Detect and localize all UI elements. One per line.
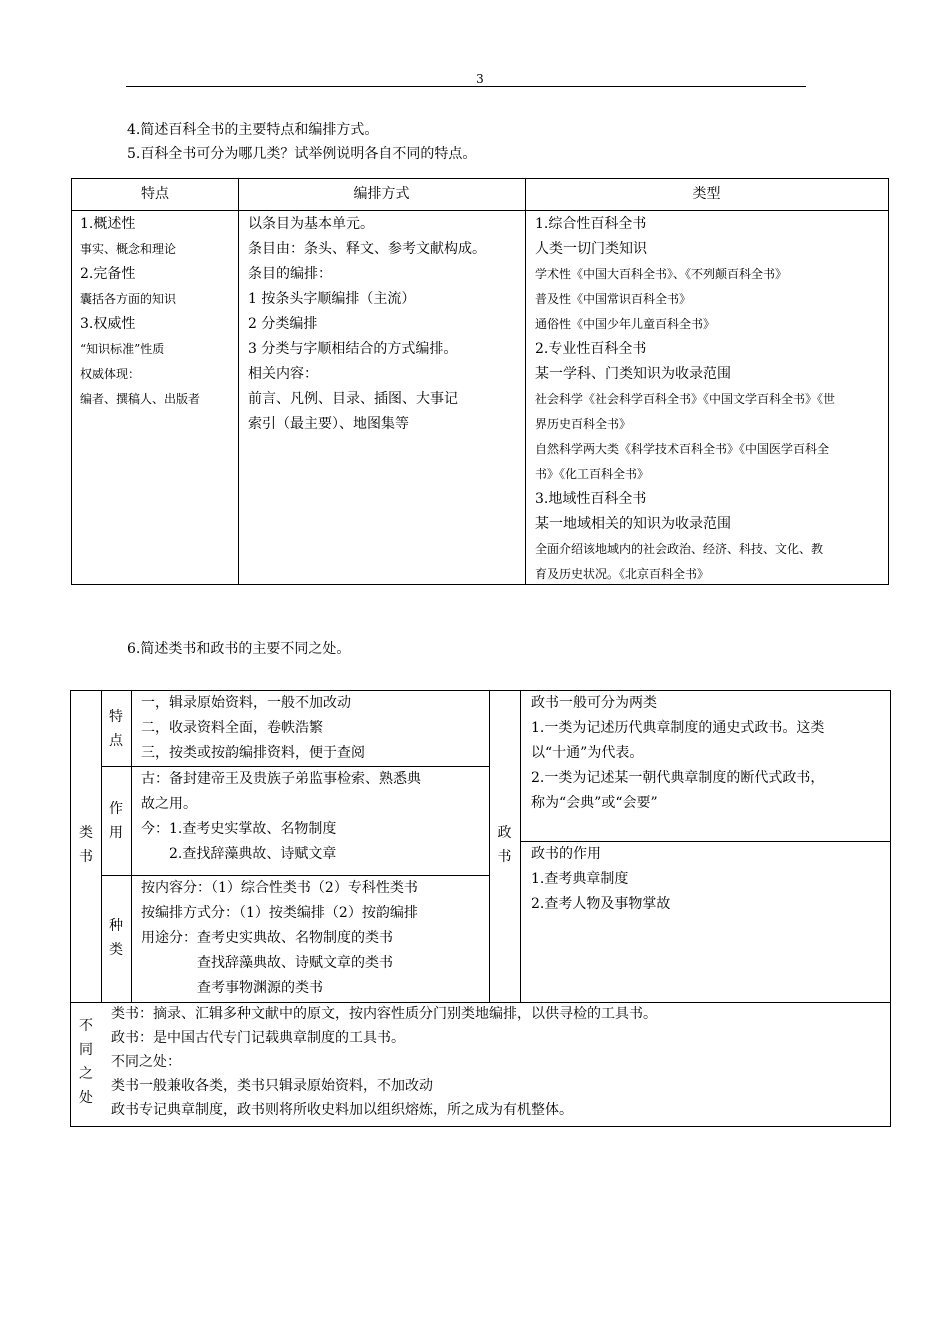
feature-line: 权威体现： — [80, 367, 141, 381]
zhonglei-line: 用途分：查考史实典故、名物制度的类书 — [141, 930, 393, 946]
header-features: 特点 — [141, 186, 169, 202]
type-line: 3.地域性百科全书 — [535, 491, 647, 507]
table-divider — [520, 691, 521, 1002]
type-line: 人类一切门类知识 — [535, 241, 647, 257]
type-line: 1.综合性百科全书 — [535, 216, 647, 232]
type-line: 社会科学《社会科学百科全书》《中国文学百科全书》《世 — [535, 392, 836, 406]
table-divider — [238, 179, 239, 584]
difference-line: 政书专记典章制度，政书则将所收史料加以组织熔炼，所之成为有机整体。 — [111, 1102, 573, 1118]
arrangement-line: 条目由：条头、释文、参考文献构成。 — [248, 241, 486, 257]
zuoyong-line: 古：备封建帝王及贵族子弟监事检索、熟悉典 — [141, 771, 421, 787]
question-6: 6.简述类书和政书的主要不同之处。 — [127, 641, 351, 657]
zhengshu-line: 政书一般可分为两类 — [531, 695, 657, 711]
feature-line: 囊括各方面的知识 — [80, 292, 177, 306]
difference-line: 类书：摘录、汇辑多种文献中的原文，按内容性质分门别类地编排，以供寻检的工具书。 — [111, 1006, 657, 1022]
difference-line: 政书：是中国古代专门记载典章制度的工具书。 — [111, 1030, 405, 1046]
leishu-label: 类 书 — [79, 825, 93, 865]
zhengshu-line: 1.一类为记述历代典章制度的通史式政书。这类 — [531, 720, 825, 736]
zuoyong-content — [141, 767, 421, 867]
difference-label: 不 同 之 处 — [79, 1018, 93, 1106]
leishu-zhengshu-table — [70, 690, 891, 1127]
arrangement-line: 以条目为基本单元。 — [248, 216, 374, 232]
zhonglei-label: 种 类 — [109, 918, 123, 958]
table-divider — [131, 691, 132, 1002]
zhengshu-line: 以“十通”为代表。 — [531, 745, 644, 761]
zhonglei-line: 按编排方式分：（1）按类编排（2）按韵编排 — [141, 905, 418, 921]
type-line: 通俗性《中国少年儿童百科全书》 — [535, 317, 716, 331]
type-line: 全面介绍该地域内的社会政治、经济、科技、文化、教 — [535, 542, 824, 556]
type-line: 某一地域相关的知识为收录范围 — [535, 516, 731, 532]
table-divider — [72, 210, 888, 211]
zhengshu-use-line: 2.查考人物及事物掌故 — [531, 896, 671, 912]
table-divider — [525, 179, 526, 584]
page-number: 3 — [476, 72, 484, 86]
zhengshu-content — [531, 691, 824, 816]
arrangement-line: 3 分类与字顺相结合的方式编排。 — [248, 341, 458, 357]
header-arrangement: 编排方式 — [353, 186, 410, 202]
feature-line: “知识标准”性质 — [80, 342, 165, 356]
header-types: 类型 — [692, 186, 721, 202]
zhengshu-use-content — [531, 842, 670, 917]
zuoyong-label: 作 用 — [109, 801, 123, 841]
type-line: 书》《化工百科全书》 — [535, 467, 650, 481]
difference-line: 不同之处： — [111, 1054, 181, 1070]
type-line: 自然科学两大类《科学技术百科全书》《中国医学百科全 — [535, 442, 830, 456]
feature-line: 编者、撰稿人、出版者 — [80, 392, 201, 406]
zhengshu-line: 称为“会典”或“会要” — [531, 795, 658, 811]
tedian-line: 三，按类或按韵编排资料，便于查阅 — [141, 745, 365, 761]
type-line: 普及性《中国常识百科全书》 — [535, 292, 692, 306]
type-line: 界历史百科全书》 — [535, 417, 632, 431]
type-line: 学术性《中国大百科全书》、《不列颠百科全书》 — [535, 267, 788, 281]
zhonglei-line: 按内容分：（1）综合性类书（2）专科性类书 — [141, 880, 418, 896]
type-line: 2.专业性百科全书 — [535, 341, 647, 357]
feature-line: 1.概述性 — [80, 216, 136, 232]
zhonglei-line: 查找辞藻典故、诗赋文章的类书 — [141, 955, 393, 971]
arrangement-line: 前言、凡例、目录、插图、大事记 — [248, 391, 458, 407]
zuoyong-line: 故之用。 — [141, 796, 197, 812]
header-rule — [126, 86, 806, 87]
arrangement-line: 1 按条头字顺编排（主流） — [248, 291, 416, 307]
difference-content — [111, 1002, 657, 1122]
zhengshu-line: 2.一类为记述某一朝代典章制度的断代式政书， — [531, 770, 825, 786]
types-column — [535, 212, 887, 587]
arrangement-column — [248, 212, 523, 437]
zuoyong-line: 今：1.查考史实掌故、名物制度 — [141, 821, 337, 837]
tedian-line: 二，收录资料全面，卷帙浩繁 — [141, 720, 323, 736]
feature-line: 3.权威性 — [80, 316, 136, 332]
difference-line: 类书一般兼收各类，类书只辑录原始资料，不加改动 — [111, 1078, 433, 1094]
features-column — [80, 212, 236, 412]
zhengshu-use-line: 1.查考典章制度 — [531, 871, 629, 887]
zhengshu-use-line: 政书的作用 — [531, 846, 601, 862]
arrangement-line: 条目的编排： — [248, 266, 332, 282]
type-line: 某一学科、门类知识为收录范围 — [535, 366, 731, 382]
arrangement-line: 2 分类编排 — [248, 316, 318, 332]
feature-line: 事实、概念和理论 — [80, 242, 177, 256]
encyclopedia-table — [71, 178, 889, 585]
question-4: 4.简述百科全书的主要特点和编排方式。 — [127, 122, 379, 138]
zuoyong-line: 2.查找辞藻典故、诗赋文章 — [141, 846, 337, 862]
arrangement-line: 索引（最主要）、地图集等 — [248, 416, 409, 432]
zhonglei-content — [141, 876, 418, 1001]
tedian-content — [141, 691, 365, 766]
tedian-label: 特 点 — [109, 709, 123, 749]
tedian-line: 一，辑录原始资料，一般不加改动 — [141, 695, 351, 711]
type-line: 育及历史状况。《北京百科全书》 — [535, 567, 710, 581]
arrangement-line: 相关内容： — [248, 366, 318, 382]
zhonglei-line: 查考事物渊源的类书 — [141, 980, 323, 996]
zhengshu-label: 政 书 — [497, 825, 512, 865]
feature-line: 2.完备性 — [80, 266, 136, 282]
question-5: 5.百科全书可分为哪几类？试举例说明各自不同的特点。 — [127, 146, 477, 162]
